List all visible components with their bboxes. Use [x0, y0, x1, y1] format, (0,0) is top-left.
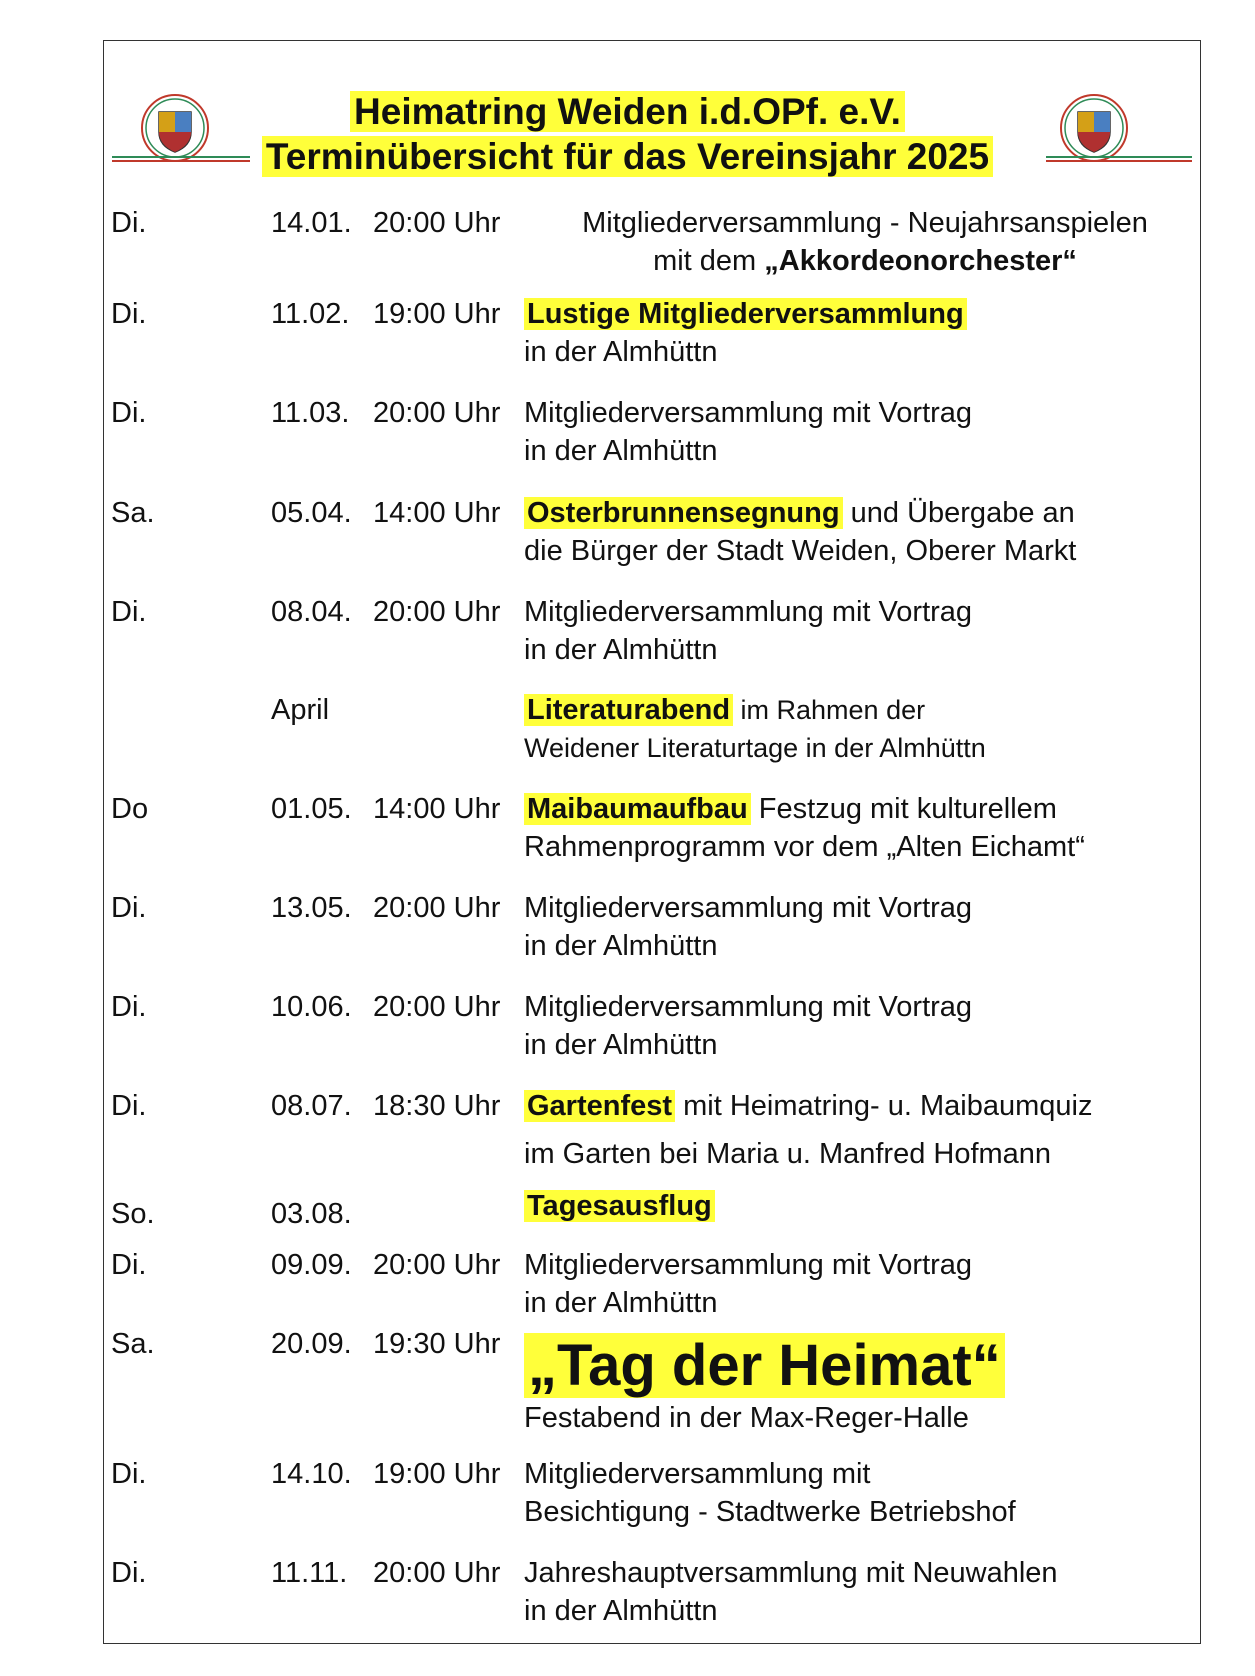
- event-date: 11.11.: [271, 1557, 348, 1589]
- event-date: 09.09.: [271, 1249, 352, 1281]
- event-description: „Tag der Heimat“ Festabend in der Max-Reger-Halle: [524, 1325, 1204, 1437]
- event-date: 11.02.: [271, 298, 350, 330]
- event-description: Lustige Mitgliederversammlung in der Almhüttn: [524, 295, 1204, 371]
- event-description: Mitgliederversammlung mit Vortrag in der Almhüttn: [524, 397, 973, 467]
- event-time: 20:00 Uhr: [373, 991, 501, 1023]
- event-day: Di.: [111, 1557, 147, 1589]
- event-time: 18:30 Uhr: [373, 1090, 501, 1122]
- event-date: 01.05.: [271, 793, 352, 825]
- event-description: Mitgliederversammlung - Neujahrsanspielen mit dem „Akkordeonorchester“: [582, 207, 1148, 277]
- event-description: Mitgliederversammlung mit Vortrag in der Almhüttn: [524, 1249, 973, 1319]
- event-time: 20:00 Uhr: [373, 596, 501, 628]
- event-date: 08.04.: [271, 596, 352, 628]
- event-description: Jahreshauptversammlung mit Neuwahlen in der Almhüttn: [524, 1557, 1058, 1627]
- event-day: Sa.: [111, 497, 155, 529]
- header-title-line1: Heimatring Weiden i.d.OPf. e.V.: [0, 91, 1255, 133]
- event-description: Mitgliederversammlung mit Vortrag in der Almhüttn: [524, 991, 973, 1061]
- header-title-line2: Terminübersicht für das Vereinsjahr 2025: [0, 136, 1255, 178]
- event-day: Di.: [111, 1458, 147, 1490]
- event-description: Maibaumaufbau Festzug mit kulturellem Rahmenprogramm vor dem „Alten Eichamt“: [524, 793, 1085, 863]
- event-date: 20.09.: [271, 1328, 352, 1360]
- event-day: Di.: [111, 397, 147, 429]
- event-day: Di.: [111, 1090, 147, 1122]
- event-time: 20:00 Uhr: [373, 892, 501, 924]
- event-time: 20:00 Uhr: [373, 207, 501, 239]
- event-date: 14.01.: [271, 207, 352, 239]
- event-day: Di.: [111, 596, 147, 628]
- event-description: Mitgliederversammlung mit Vortrag in der Almhüttn: [524, 892, 973, 962]
- event-time: 14:00 Uhr: [373, 497, 501, 529]
- event-time: 20:00 Uhr: [373, 1249, 501, 1281]
- event-description: Osterbrunnensegnung und Übergabe an die Bürger der Stadt Weiden, Oberer Markt: [524, 497, 1077, 567]
- event-date: 13.05.: [271, 892, 352, 924]
- event-description: Mitgliederversammlung mit Vortrag in der Almhüttn: [524, 596, 973, 666]
- event-day: Di.: [111, 298, 147, 330]
- event-date: 03.08.: [271, 1198, 352, 1230]
- event-time: 19:00 Uhr: [373, 298, 501, 330]
- event-day: Do: [111, 793, 149, 825]
- event-description: Tagesausflug: [524, 1187, 1204, 1225]
- event-date: 10.06.: [271, 991, 352, 1023]
- event-time: 14:00 Uhr: [373, 793, 501, 825]
- event-day: So.: [111, 1198, 155, 1230]
- event-day: Di.: [111, 1249, 147, 1281]
- event-date: 08.07.: [271, 1090, 352, 1122]
- event-day: Di.: [111, 991, 147, 1023]
- event-description: Literaturabend im Rahmen der Weidener Literaturtage in der Almhüttn: [524, 694, 986, 763]
- event-time: 19:00 Uhr: [373, 1458, 501, 1490]
- event-date: April: [271, 694, 330, 726]
- event-time: 20:00 Uhr: [373, 397, 501, 429]
- event-date: 05.04.: [271, 497, 352, 529]
- event-day: Di.: [111, 207, 147, 239]
- event-time: 19:30 Uhr: [373, 1328, 501, 1360]
- tag-der-heimat-highlight: „Tag der Heimat“: [524, 1333, 1005, 1398]
- event-day: Di.: [111, 892, 147, 924]
- event-description: Mitgliederversammlung mit Besichtigung - Stadtwerke Betriebshof: [524, 1458, 1016, 1528]
- event-date: 14.10.: [271, 1458, 352, 1490]
- event-time: 20:00 Uhr: [373, 1557, 501, 1589]
- event-day: Sa.: [111, 1328, 155, 1360]
- event-date: 11.03.: [271, 397, 350, 429]
- event-description: Gartenfest mit Heimatring- u. Maibaumquiz im Garten bei Maria u. Manfred Hofmann: [524, 1090, 1093, 1170]
